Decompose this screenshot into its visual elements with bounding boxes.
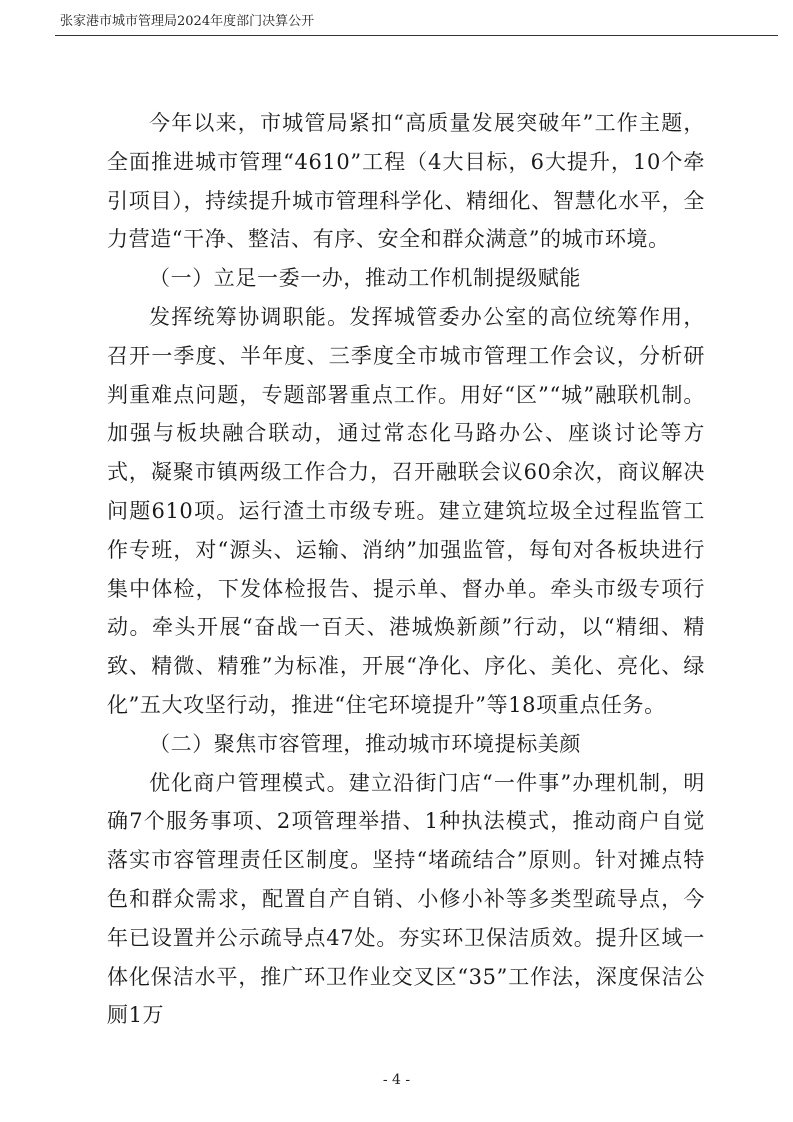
section-heading-1: （一）立足一委一办，推动工作机制提级赋能 bbox=[149, 266, 581, 291]
intro-paragraph: 今年以来，市城管局紧扣“高质量发展突破年”工作主题，全面推进城市管理“4610”工程（4大目标，6大提升，10个牵引项目），持续提升城市管理科学化、精细化、智慧化水平，全力营造“干净、整洁、有序、安全和群众满意”的城市环境。 bbox=[107, 111, 705, 252]
section-2-paragraph: 优化商户管理模式。建立沿街门店“一件事”办理机制，明确7个服务事项、2项管理举措、1种执法模式，推动商户自觉落实市容管理责任区制度。坚持“堵疏结合”原则。针对摊点特色和群众需求，配置自产自销、小修小补等多类型疏导点，今年已设置并公示疏导点47处。夯实环卫保洁质效。提升区域一体化保洁水平，推广环卫作业交叉区“35”工作法，深度保洁公厕1万 bbox=[107, 770, 705, 1028]
page-number: - 4 - bbox=[382, 1072, 411, 1088]
section-1-paragraph: 发挥统筹协调职能。发挥城管委办公室的高位统筹作用，召开一季度、半年度、三季度全市城市管理工作会议，分析研判重难点问题，专题部署重点工作。用好“区”“城”融联机制。加强与板块融合联动，通过常态化马路办公、座谈讨论等方式，凝聚市镇两级工作合力，召开融联会议60余次，商议解决问题610项。运行渣土市级专班。建立建筑垃圾全过程监管工作专班，对“源头、运输、消纳”加强监管，每旬对各板块进行集中体检，下发体检报告、提示单、督办单。牵头市级专项行动。牵头开展“奋战一百天、港城焕新颜”行动，以“精细、精致、精微、精雅”为标准，开展“净化、序化、美化、亮化、绿化”五大攻坚行动，推进“住宅环境提升”等18项重点任务。 bbox=[107, 304, 705, 717]
section-heading-2: （二）聚焦市容管理，推动城市环境提标美颜 bbox=[149, 731, 581, 756]
document-body bbox=[107, 104, 705, 1035]
running-header: 张家港市城市管理局2024年度部门决算公开 bbox=[60, 14, 315, 29]
header-divider bbox=[55, 35, 778, 36]
